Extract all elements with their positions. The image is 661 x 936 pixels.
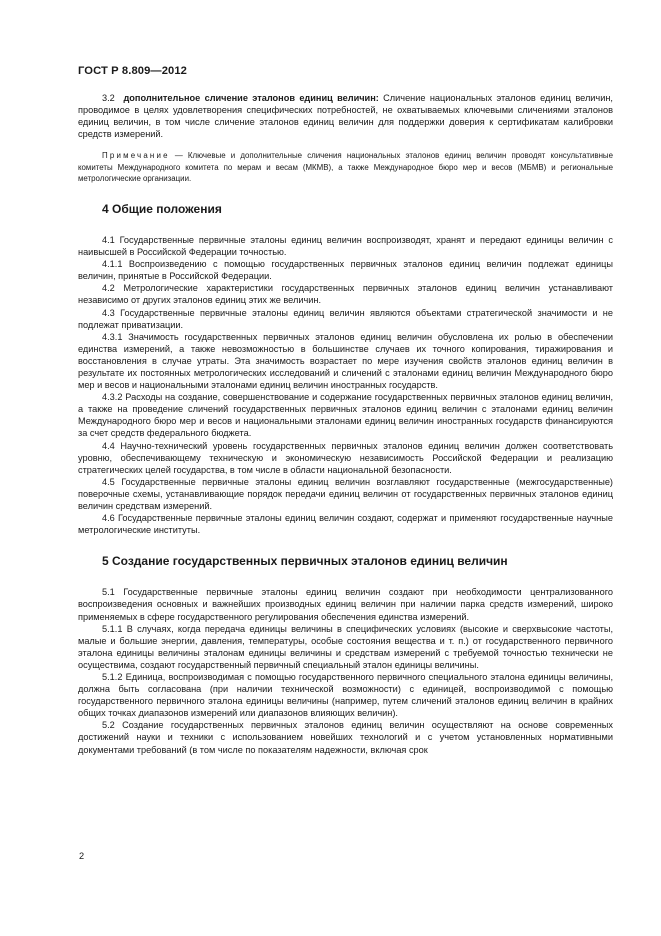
paragraph: 4.3.1 Значимость государственных первичных эталонов единиц величин обусловлена их ролью в обеспечении единства измерений, а также невозможностью в большинстве случаев их точного копирования, тиражирования и восстановления в случае утраты. Эта значимость возрастает по мере изучения свойств эталонов единиц величин в результате их постоянных метрологических исследований и сличений с эталонами единиц величин Международного бюро мер и весов и национальными эталонами единиц величин иностранных государств. (78, 331, 613, 391)
paragraph: 4.5 Государственные первичные эталоны единиц величин возглавляют государственные (межгосударственные) поверочные схемы, устанавливающие порядок передачи единиц величин от государственных первичных эталонов единиц величин средствам измерений. (78, 476, 613, 512)
note (78, 150, 613, 184)
section-4-body (78, 234, 613, 536)
paragraph: 4.6 Государственные первичные эталоны единиц величин создают, содержат и применяют государственные научные метрологические институты. (78, 513, 613, 536)
clause-3-2 (78, 92, 613, 140)
paragraph: 4.3.2 Расходы на создание, совершенствование и содержание государственных первичных эталонов единиц величин, а также на проведение сличений государственных первичных эталонов единиц величин с эталонами единиц величин Международного бюро мер и весов и национальными эталонами единиц величин иностранных государств финансируются за счет средств федерального бюджета. (78, 392, 613, 439)
document-header: ГОСТ Р 8.809—2012 (78, 65, 187, 77)
section-5-heading: 5 Создание государственных первичных эталонов единиц величин (102, 554, 508, 569)
section-4-heading: 4 Общие положения (102, 201, 222, 216)
note-label: Примечание (102, 151, 170, 161)
paragraph: 4.1 Государственные первичные эталоны единиц величин воспроизводят, хранят и передают единицы величин с наивысшей в Российской Федерации точностью. (78, 234, 613, 258)
section-5-body (78, 586, 613, 755)
paragraph: 5.1.1 В случаях, когда передача единицы величины в специфических условиях (высокие и сверхвысокие частоты, малые и большие энергии, давления, температуры, особые состояния вещества и т. п.) от государственного первичного эталона единицы величины эталонам единицы величины и средствам измерений с требуемой точностью технически не осуществима, создают государственный первичный специальный эталон единицы величины. (78, 623, 613, 670)
paragraph: 5.2 Создание государственных первичных эталонов единиц величин осуществляют на основе современных достижений науки и техники с использованием новейших технологий и с учетом установленных нормативными документами требований (в том числе по показателям надежности, включая срок (78, 720, 613, 755)
paragraph: 4.2 Метрологические характеристики государственных первичных эталонов единиц величин устанавливают независимо от других эталонов единиц этих же величин. (78, 283, 613, 306)
term-heading: дополнительное сличение эталонов единиц величин: (123, 93, 379, 103)
paragraph: 4.1.1 Воспроизведению с помощью государственных первичных эталонов единиц величин подлежат единицы величин, принятые в Российской Федерации. (78, 259, 613, 282)
term-definition: Сличение национальных эталонов единиц величин, проводимое в целях удовлетворения специфических потребностей, не охватываемых ключевыми сличениями эталонов единиц величин, в том числе сличение эталонов единиц величин для поддержки доверия к сертификатам калибровки средств измерений. (78, 93, 613, 140)
paragraph: 4.3 Государственные первичные эталоны единиц величин являются объектами стратегической значимости и не подлежат приватизации. (78, 307, 613, 330)
page-number: 2 (79, 851, 85, 861)
page-body (78, 92, 613, 756)
paragraph: 4.4 Научно-технический уровень государственных первичных эталонов единиц величин должен соответствовать уровню, обеспечивающему техническую и экономическую независимость Российской Федерации и реализацию стратегических целей государства, в том числе в области национальной безопасности. (78, 440, 613, 475)
paragraph: 5.1 Государственные первичные эталоны единиц величин создают при необходимости централизованного воспроизведения основных и важнейших производных единиц величин при наличии парка средств измерений, широко применяемых в сфере государственного регулирования обеспечения единства измерений. (78, 587, 613, 622)
note-text: — Ключевые и дополнительные сличения национальных эталонов единиц величин проводят консультативные комитеты Международного комитета по мерам и весам (МКМВ), а также Международное бюро мер и весов (МБМВ) и региональные метрологические организации. (78, 151, 613, 183)
paragraph: 5.1.2 Единица, воспроизводимая с помощью государственного первичного специального эталона единицы величины, должна быть согласована (при наличии технической возможности) с единицей, воспроизводимой с помощью государственного первичного эталона единицы величины (например, путем сличений эталонов единиц величин в крайних общих точках диапазонов измерений или диапазонов влияющих величин). (78, 671, 613, 719)
clause-number: 3.2 (102, 93, 115, 103)
